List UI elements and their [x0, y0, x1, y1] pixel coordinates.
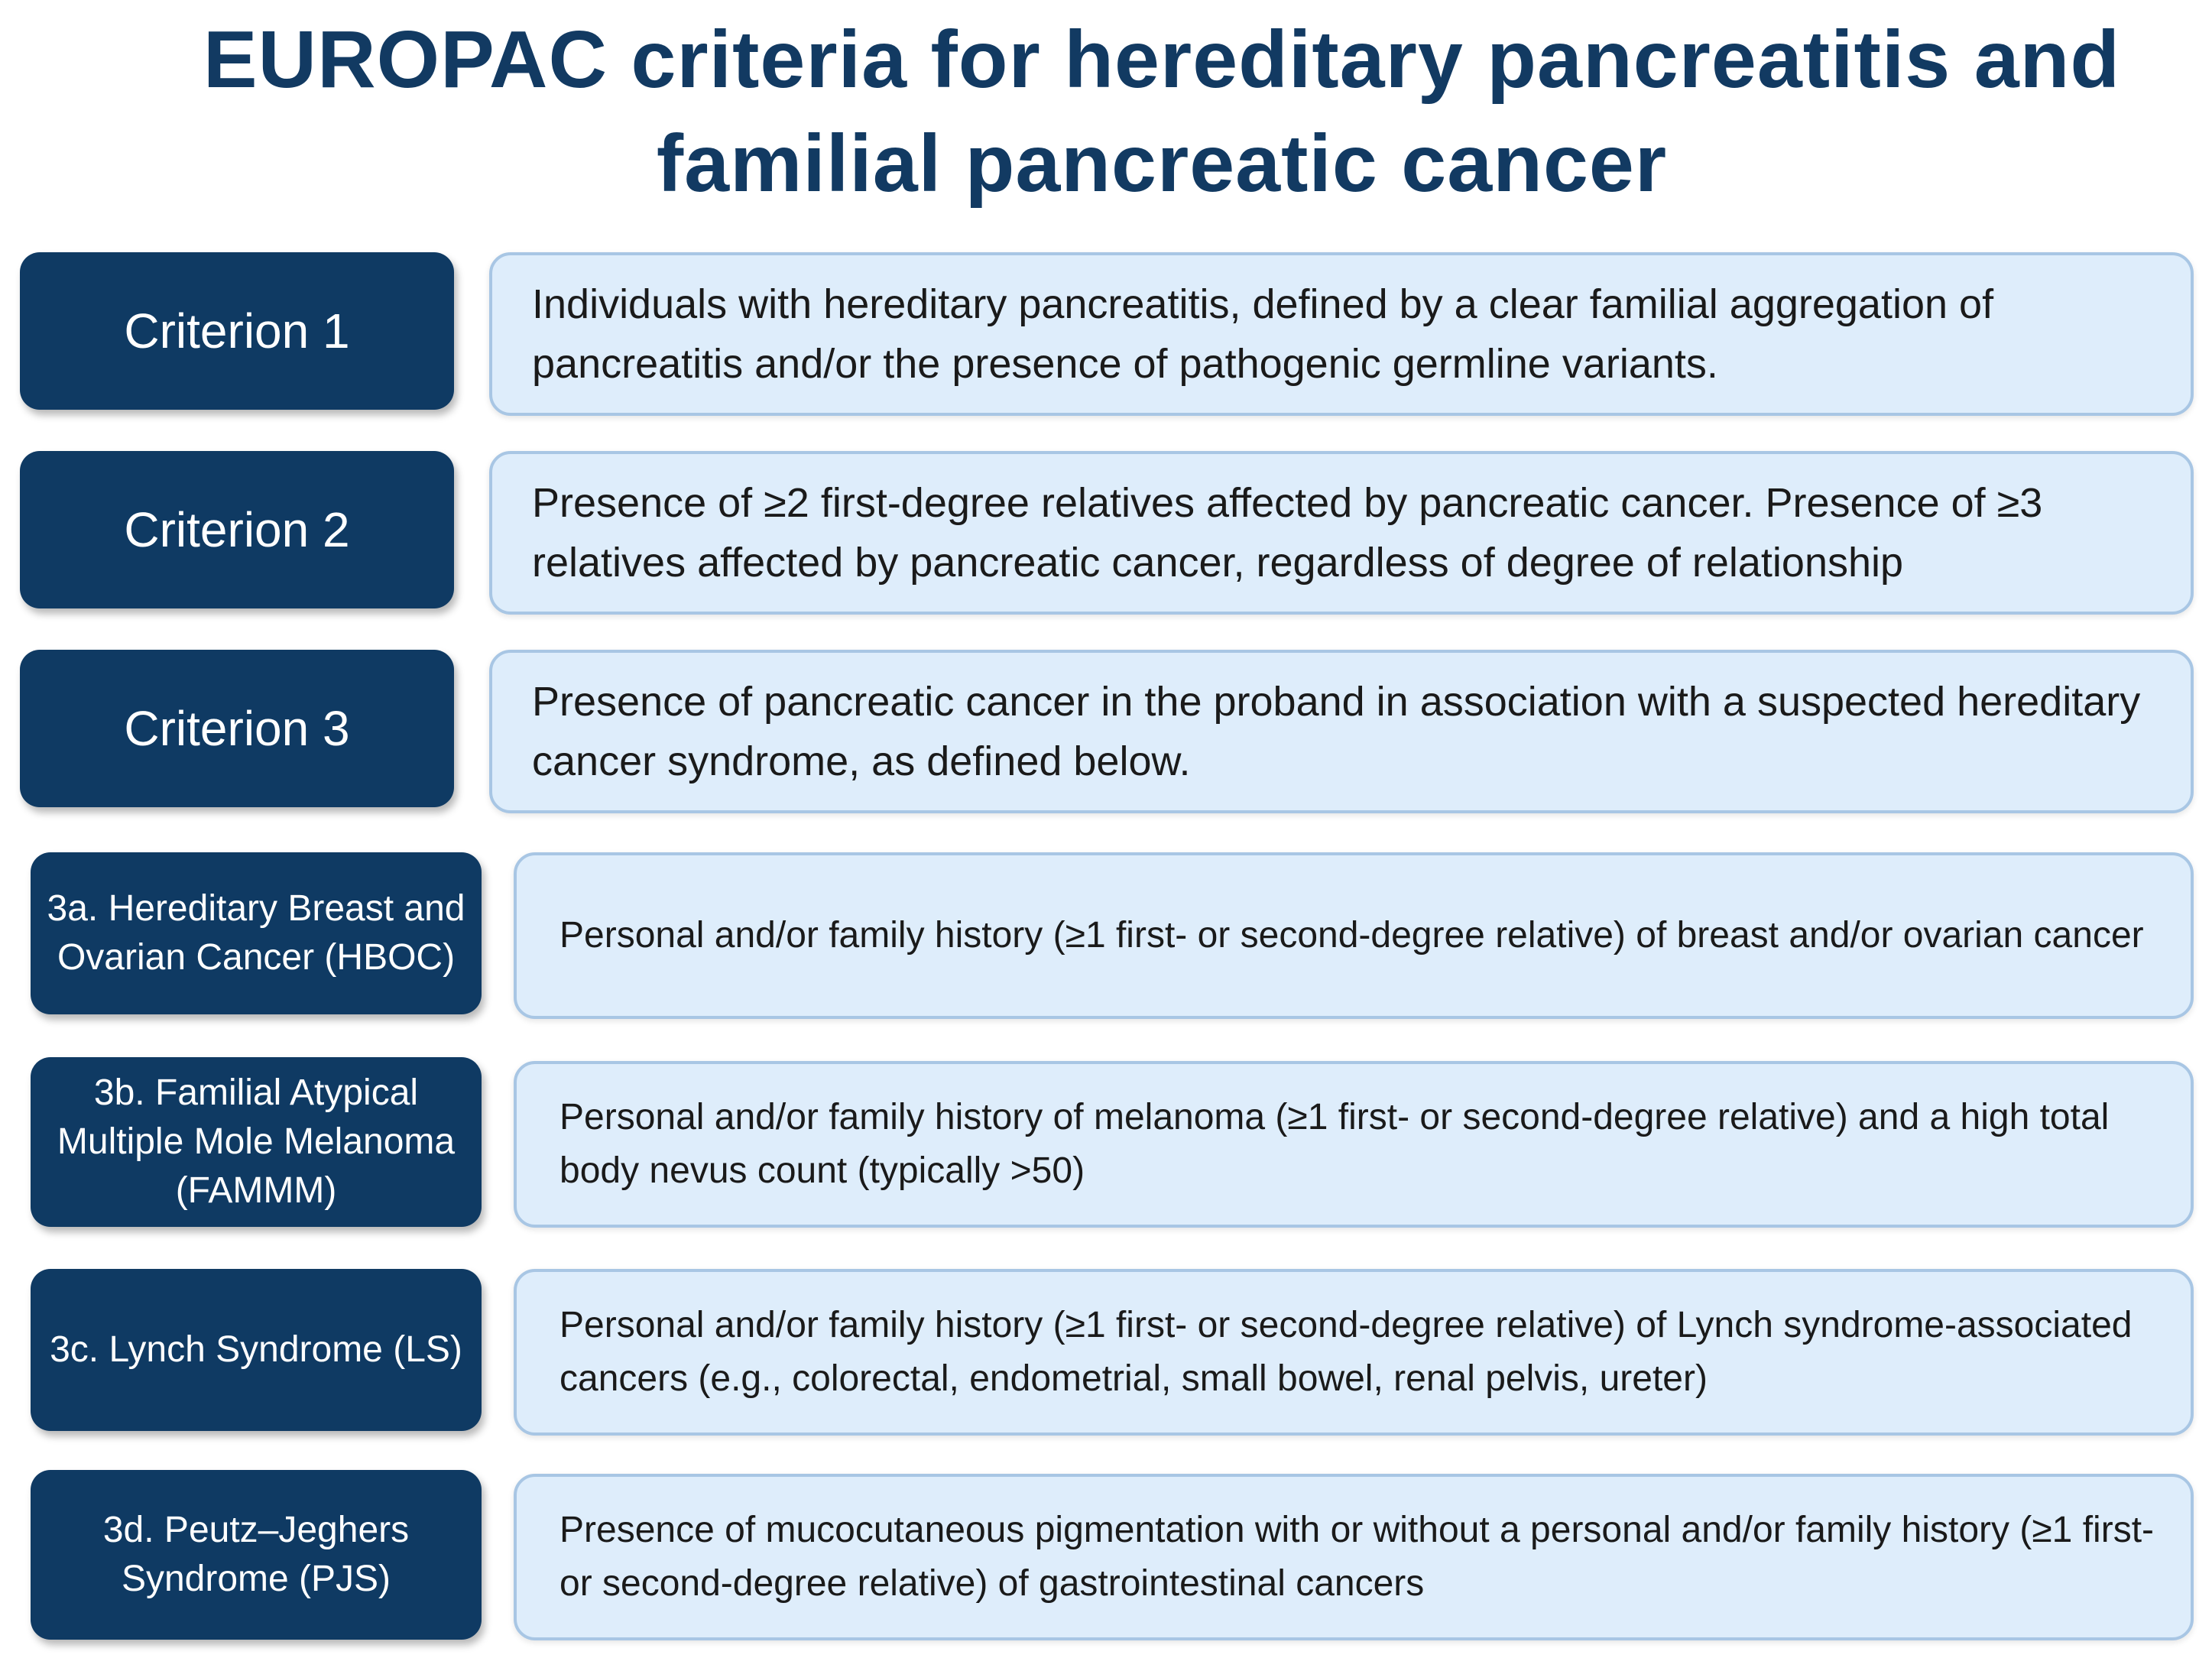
criterion-3-description: Presence of pancreatic cancer in the proband in association with a suspected hereditary cancer syndrome, as defined below. — [489, 650, 2194, 813]
syndrome-3a-label: 3a. Hereditary Breast and Ovarian Cancer (HBOC) — [31, 852, 482, 1014]
syndrome-3c-label: 3c. Lynch Syndrome (LS) — [31, 1269, 482, 1431]
syndrome-3d-description: Presence of mucocutaneous pigmentation with or without a personal and/or family history (≥1 first- or second-degree relative) of gastrointestinal cancers — [514, 1474, 2194, 1640]
title-line-1: EUROPAC criteria for hereditary pancreatitis and — [203, 15, 2121, 105]
criterion-3-label: Criterion 3 — [20, 650, 454, 807]
page-title — [0, 8, 2212, 216]
criterion-2-label: Criterion 2 — [20, 451, 454, 608]
criterion-1-label: Criterion 1 — [20, 252, 454, 410]
syndrome-3b-description: Personal and/or family history of melanoma (≥1 first- or second-degree relative) and a high total body nevus count (typically >50) — [514, 1061, 2194, 1228]
syndrome-3d-label: 3d. Peutz–Jeghers Syndrome (PJS) — [31, 1470, 482, 1640]
title-line-2: familial pancreatic cancer — [656, 118, 1668, 209]
syndrome-3a-description: Personal and/or family history (≥1 first- or second-degree relative) of breast and/or ovarian cancer — [514, 852, 2194, 1019]
criterion-1-description: Individuals with hereditary pancreatitis, defined by a clear familial aggregation of pancreatitis and/or the presence of pathogenic germline variants. — [489, 252, 2194, 416]
syndrome-3c-description: Personal and/or family history (≥1 first- or second-degree relative) of Lynch syndrome-associated cancers (e.g., colorectal, endometrial, small bowel, renal pelvis, ureter) — [514, 1269, 2194, 1436]
criterion-2-description: Presence of ≥2 first-degree relatives affected by pancreatic cancer. Presence of ≥3 relatives affected by pancreatic cancer, regardless of degree of relationship — [489, 451, 2194, 615]
syndrome-3b-label: 3b. Familial Atypical Multiple Mole Melanoma (FAMMM) — [31, 1057, 482, 1227]
